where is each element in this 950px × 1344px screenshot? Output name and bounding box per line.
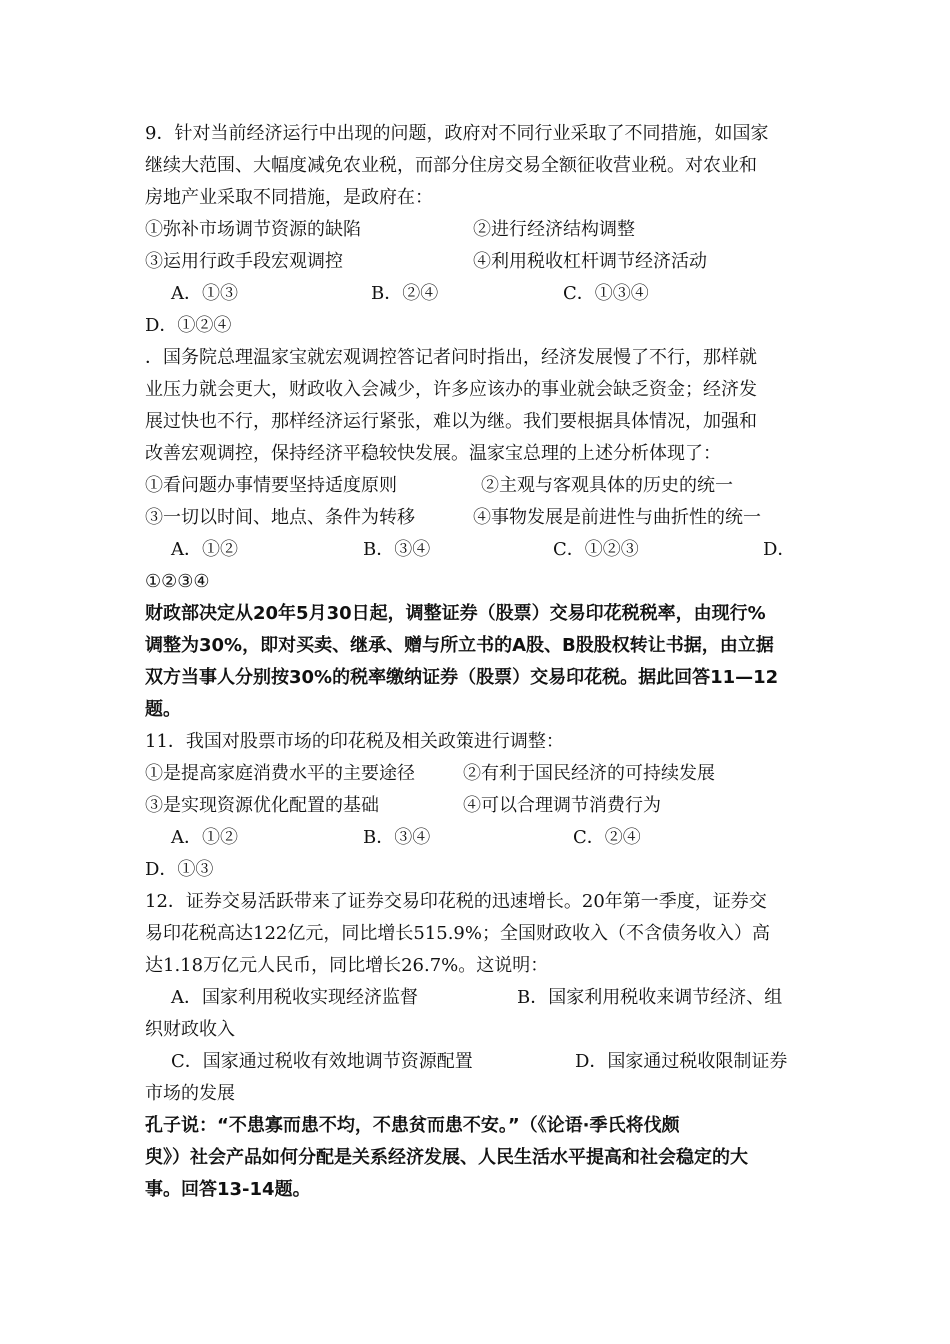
material-1-line-3: 双方当事人分别按30%的税率缴纳证券（股票）交易印花税。据此回答11—12 — [145, 667, 779, 688]
q10-answer-a: A．①② — [171, 539, 238, 560]
material-2-line-3: 事。回答13-14题。 — [145, 1179, 311, 1200]
q10-answer-d: D． — [763, 539, 796, 560]
q9-option-4: ④利用税收杠杆调节经济活动 — [473, 251, 707, 272]
q10-option-3: ③一切以时间、地点、条件为转移 — [145, 507, 415, 528]
q9-answer-b: B．②④ — [371, 283, 439, 304]
q12-answer-a: A．国家利用税收实现经济监督 — [171, 987, 418, 1008]
q9-answer-a: A．①③ — [171, 283, 238, 304]
q10-stem-line-3: 展过快也不行，那样经济运行紧张，难以为继。我们要根据具体情况，加强和 — [145, 411, 757, 432]
q11-option-1: ①是提高家庭消费水平的主要途径 — [145, 763, 415, 784]
q12-answers-row-2 — [145, 1046, 805, 1078]
q11-answer-d: D．①③ — [145, 859, 214, 880]
material-1-line-4: 题。 — [145, 699, 181, 720]
material-1-line-1: 财政部决定从20年5月30日起，调整证券（股票）交易印花税税率，由现行% — [145, 603, 766, 624]
q10-option-4: ④事物发展是前进性与曲折性的统一 — [473, 507, 761, 528]
q12-answers-row-1 — [145, 982, 805, 1014]
q10-stem-line-1: ．国务院总理温家宝就宏观调控答记者问时指出，经济发展慢了不行，那样就 — [145, 347, 757, 368]
q12-answer-d-continued: 市场的发展 — [145, 1083, 235, 1104]
q11-answer-b: B．③④ — [363, 827, 431, 848]
material-2-line-2: 臾》）社会产品如何分配是关系经济发展、人民生活水平提高和社会稳定的大 — [145, 1147, 748, 1168]
q12-stem-line-2: 易印花税高达122亿元，同比增长515.9%；全国财政收入（不含债务收入）高 — [145, 923, 770, 944]
q10-stem-line-2: 业压力就会更大，财政收入会减少，许多应该办的事业就会缺乏资金；经济发 — [145, 379, 757, 400]
q12-stem-line-1: 12．证券交易活跃带来了证券交易印花税的迅速增长。20年第一季度，证券交 — [145, 891, 767, 912]
q12-answer-d: D．国家通过税收限制证券 — [575, 1051, 788, 1072]
q9-answers-row — [145, 278, 805, 310]
q10-options-row-2 — [145, 502, 805, 534]
material-1-line-2: 调整为30%，即对买卖、继承、赠与所立书的A股、B股股权转让书据，由立据 — [145, 635, 774, 656]
q9-option-3: ③运用行政手段宏观调控 — [145, 251, 343, 272]
q10-option-2: ②主观与客观具体的历史的统一 — [481, 475, 733, 496]
q10-answer-d-continued: ①②③④ — [145, 571, 210, 592]
q11-options-row-1 — [145, 758, 805, 790]
q11-option-2: ②有利于国民经济的可持续发展 — [463, 763, 715, 784]
q11-option-3: ③是实现资源优化配置的基础 — [145, 795, 379, 816]
q11-options-row-2 — [145, 790, 805, 822]
q10-options-row-1 — [145, 470, 805, 502]
q12-answer-c: C．国家通过税收有效地调节资源配置 — [171, 1051, 473, 1072]
q9-stem-line-1: 9．针对当前经济运行中出现的问题，政府对不同行业采取了不同措施，如国家 — [145, 123, 769, 144]
q9-options-row-2 — [145, 246, 805, 278]
q11-stem: 11．我国对股票市场的印花税及相关政策进行调整： — [145, 731, 564, 752]
q10-answer-c: C．①②③ — [553, 539, 639, 560]
q10-answers-row — [145, 534, 805, 566]
q12-answer-b-continued: 织财政收入 — [145, 1019, 235, 1040]
q11-answer-c: C．②④ — [573, 827, 641, 848]
q11-answer-a: A．①② — [171, 827, 238, 848]
q12-stem-line-3: 达1.18万亿元人民币，同比增长26.7%。这说明： — [145, 955, 549, 976]
q10-option-1: ①看问题办事情要坚持适度原则 — [145, 475, 397, 496]
q9-option-2: ②进行经济结构调整 — [473, 219, 635, 240]
q12-answer-b: B．国家利用税收来调节经济、组 — [517, 987, 783, 1008]
q11-answers-row — [145, 822, 805, 854]
q9-stem-line-2: 继续大范围、大幅度减免农业税，而部分住房交易全额征收营业税。对农业和 — [145, 155, 757, 176]
q9-stem-line-3: 房地产业采取不同措施，是政府在： — [145, 187, 433, 208]
q9-answer-c: C．①③④ — [563, 283, 649, 304]
q9-option-1: ①弥补市场调节资源的缺陷 — [145, 219, 361, 240]
q10-answer-b: B．③④ — [363, 539, 431, 560]
material-2-line-1: 孔子说：“不患寡而患不均，不患贫而患不安。”（《论语·季氏将伐颇 — [145, 1115, 680, 1136]
document-page — [145, 118, 805, 1206]
q9-options-row-1 — [145, 214, 805, 246]
q9-answer-d: D．①②④ — [145, 315, 232, 336]
q11-option-4: ④可以合理调节消费行为 — [463, 795, 661, 816]
q10-stem-line-4: 改善宏观调控，保持经济平稳较快发展。温家宝总理的上述分析体现了： — [145, 443, 721, 464]
